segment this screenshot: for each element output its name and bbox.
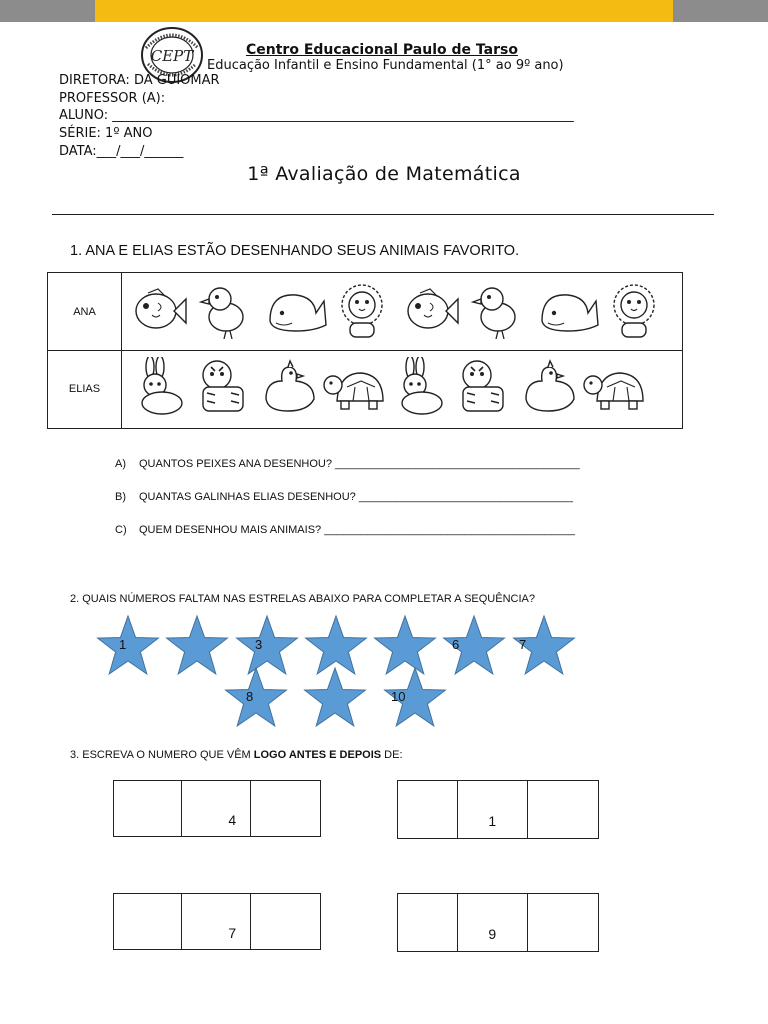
after-box[interactable]: [251, 894, 320, 949]
page-title: 1ª Avaliação de Matemática: [247, 163, 521, 185]
question-3: [70, 749, 403, 761]
given-number-box: [458, 894, 527, 951]
school-name: Centro Educacional Paulo de Tarso: [246, 42, 518, 58]
star-shape: [514, 616, 575, 674]
subquestion-a: [115, 458, 580, 470]
school-subtitle: Educação Infantil e Ensino Fundamental (1° ao 9º ano): [207, 58, 564, 73]
table-column-divider: [121, 273, 122, 428]
subquestion-letter: A): [115, 458, 126, 470]
rabbit-icon: [142, 357, 182, 414]
given-number: 4: [228, 812, 237, 828]
number-boxes-2: [397, 780, 599, 839]
turtle-icon: [324, 373, 383, 409]
subquestion-text: QUANTOS PEIXES ANA DESENHOU? ________________________________________: [139, 458, 580, 470]
bird-icon: [201, 288, 243, 339]
star-shape: [305, 668, 366, 726]
aluno-line: ALUNO: _______________________________________________________________________: [59, 108, 574, 123]
turtle-icon: [584, 373, 643, 409]
given-number-box: [182, 894, 250, 949]
after-box[interactable]: [251, 781, 320, 836]
table-row-ana: [48, 273, 682, 351]
question-3-prefix: 3. ESCREVA O NUMERO QUE VÊM: [70, 749, 254, 761]
star-shape: [98, 616, 159, 674]
stars-sequence: [0, 610, 768, 730]
svg-text:CEPT: CEPT: [150, 47, 194, 65]
whale-icon: [270, 295, 326, 331]
number-boxes-3: [113, 893, 321, 950]
star-shape: [226, 668, 287, 726]
subquestion-c: [115, 524, 575, 536]
lion-icon: [614, 285, 654, 337]
star-number: 8: [246, 689, 254, 704]
data-line: DATA:___/___/______: [59, 144, 184, 159]
whale-icon: [542, 295, 598, 331]
question-2: 2. QUAIS NÚMEROS FALTAM NAS ESTRELAS ABAIXO PARA COMPLETAR A SEQUÊNCIA?: [70, 593, 535, 605]
after-box[interactable]: [528, 894, 598, 951]
before-box[interactable]: [114, 781, 182, 836]
star-shape: [375, 616, 436, 674]
star-number: 10: [391, 689, 406, 704]
star-number: 3: [255, 637, 263, 652]
subquestion-letter: B): [115, 491, 126, 503]
star-shape: [444, 616, 505, 674]
star-shape: [385, 668, 446, 726]
before-box[interactable]: [114, 894, 182, 949]
bird-icon: [473, 288, 515, 339]
rabbit-icon: [402, 357, 442, 414]
elias-animals-strip: [128, 357, 658, 417]
fish-icon: [136, 289, 186, 328]
star-shape: [167, 616, 228, 674]
question-1: 1. ANA E ELIAS ESTÃO DESENHANDO SEUS ANIMAIS FAVORITO.: [70, 243, 520, 259]
tiger-icon: [463, 361, 503, 411]
serie-line: SÉRIE: 1º ANO: [59, 126, 153, 141]
number-boxes-4: [397, 893, 599, 952]
after-box[interactable]: [528, 781, 598, 838]
given-number: 7: [228, 925, 237, 941]
question-3-bold: LOGO ANTES E DEPOIS: [253, 749, 382, 761]
hen-icon: [266, 361, 314, 411]
divider: [52, 214, 714, 215]
ana-animals-strip: [128, 281, 678, 343]
star-shape: [237, 616, 298, 674]
star-shape: [306, 616, 367, 674]
number-boxes-1: [113, 780, 321, 837]
star-number: 7: [519, 637, 527, 652]
subquestion-text: QUANTAS GALINHAS ELIAS DESENHOU? ___________________________________: [139, 491, 573, 503]
given-number-box: [458, 781, 527, 838]
star-number: 1: [119, 637, 127, 652]
given-number: 1: [488, 813, 497, 829]
star-number: 6: [452, 637, 460, 652]
subquestion-text: QUEM DESENHOU MAIS ANIMAIS? _________________________________________: [139, 524, 576, 536]
given-number-box: [182, 781, 250, 836]
row-label-ana: ANA: [73, 306, 96, 318]
given-number: 9: [488, 926, 497, 942]
question-3-suffix: DE:: [381, 749, 403, 761]
diretora-line: DIRETORA: DA GUIOMAR: [59, 73, 220, 88]
professor-line: PROFESSOR (A):: [59, 91, 166, 106]
table-row-elias: [48, 350, 682, 428]
lion-icon: [342, 285, 382, 337]
fish-icon: [408, 289, 458, 328]
hen-icon: [526, 361, 574, 411]
subquestion-letter: C): [115, 524, 127, 536]
top-bar-accent: [95, 0, 673, 22]
animals-table: [47, 272, 683, 429]
row-label-elias: ELIAS: [68, 383, 101, 395]
tiger-icon: [203, 361, 243, 411]
subquestion-b: [115, 491, 573, 503]
before-box[interactable]: [398, 781, 458, 838]
before-box[interactable]: [398, 894, 458, 951]
